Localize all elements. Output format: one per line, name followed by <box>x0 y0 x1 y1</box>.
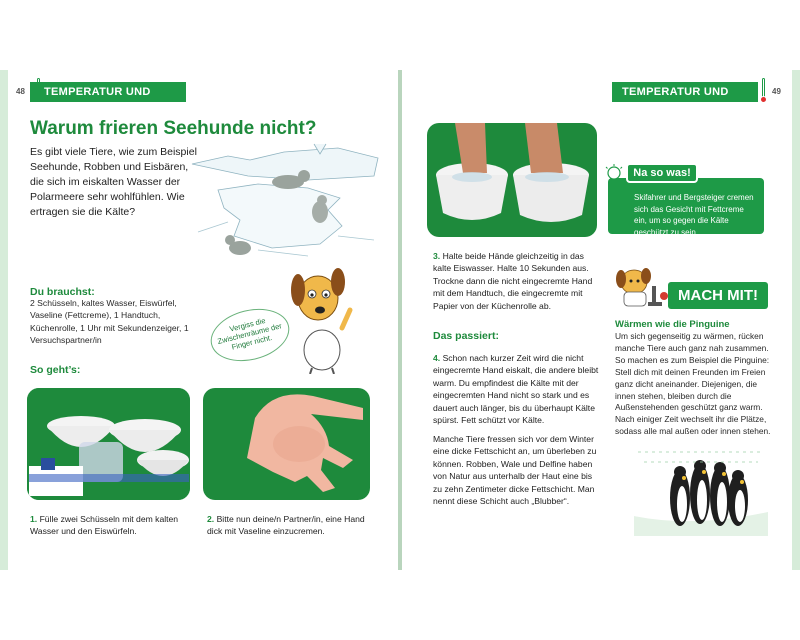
lightbulb-icon <box>604 164 624 186</box>
step-1 <box>30 513 190 538</box>
du-brauchst-heading: Du brauchst: <box>30 286 95 298</box>
photo-hand-vaseline <box>203 388 370 500</box>
mach-mit-text: Um sich gegenseitig zu wärmen, rücken manche Tiere auch ganz nah zusammen. So machen es zum Beispiel die Pinguine: Stell dich mit deinen Freunden im Freien ganz dicht aneinander. Diejenigen, die innen stehen, bleiben durch die Außenstehenden geschützt ganz warm. Nach einiger Zeit wechselt ihr die Plätze, sodass alle mal außen oder innen stehen. <box>615 331 771 437</box>
step-1-text: Fülle zwei Schüsseln mit dem kalten Wasser und den Eiswürfeln. <box>30 514 179 537</box>
materials-list: 2 Schüsseln, kaltes Wasser, Eiswürfel, Vaseline (Fettcreme), 1 Handtuch, Küchenrolle, 1 Uhr mit Sekundenzeiger, 1 Versuchspartner/in <box>30 298 189 346</box>
left-section-header: TEMPERATUR UND WÄRME <box>30 82 186 102</box>
dog-with-microscope-illustration <box>612 264 670 308</box>
das-passiert-heading: Das passiert: <box>433 330 499 342</box>
right-section-header: TEMPERATUR UND WÄRME <box>612 82 758 102</box>
seals-on-ice-illustration <box>188 140 384 262</box>
mach-mit-heading: Wärmen wie die Pinguine <box>615 319 730 330</box>
penguins-illustration <box>634 432 768 536</box>
na-so-was-text: Skifahrer und Bergsteiger cremen sich das Gesicht mit Fettcreme ein, um so gegen die Kälte geschützt zu sein. <box>634 193 754 237</box>
step-4-text: Schon nach kurzer Zeit wird die nicht eingecremte Hand eiskalt, die andere bleibt warm. Du empfindest die Kälte mit der eingecremten Hand nicht so stark und es dauert auch länger, bis du überhaupt Kälte spürst. Fett schützt vor Kälte. <box>433 353 599 426</box>
speech-bubble: Vergiss die Zwischenräume der Finger nicht. <box>205 301 295 369</box>
na-so-was-tag: Na so was! <box>626 163 698 183</box>
left-page-number: 48 <box>16 87 25 96</box>
na-so-was-box <box>608 178 764 237</box>
step-3-text: Halte beide Hände gleichzeitig in das kalte Eiswasser. Halte 10 Sekunden aus. Trockne dann die nicht eingecremte Hand mit dem Handtuch, die eingecremte mit Papier von der Küchenrolle ab. <box>433 251 593 311</box>
photo-bowls-and-materials <box>27 388 190 500</box>
blubber-text: Manche Tiere fressen sich vor dem Winter eine dicke Fettschicht an, um überleben zu können. Robben, Wale und Delfine haben von Natur aus unterhalb der Haut eine bis zu zehn Zentimeter dicke Fettschicht. Man nennt diese Schicht auch „Blubber“. <box>433 434 597 507</box>
so-gehts-heading: So geht’s: <box>30 364 81 376</box>
intro-text: Es gibt viele Tiere, wie zum Beispiel Seehunde, Robben und Eisbären, die sich im eiskalten Wasser der Polarmeere sehr wohlfühlen. Wie ertragen sie die Kälte? <box>30 146 197 218</box>
step-3 <box>433 250 601 312</box>
step-3-number: 3. <box>433 251 441 261</box>
page-title: Warum frieren Seehunde nicht? <box>30 118 317 139</box>
photo-hands-in-ice-water <box>427 123 597 237</box>
right-page-number: 49 <box>772 87 781 96</box>
step-1-number: 1. <box>30 514 38 524</box>
step-2 <box>207 513 372 538</box>
step-4-number: 4. <box>433 353 441 363</box>
thermometer-icon <box>760 78 766 104</box>
step-2-number: 2. <box>207 514 215 524</box>
step-2-text: Bitte nun deine/n Partner/in, eine Hand dick mit Vaseline einzucremen. <box>207 514 365 537</box>
dog-mascot-illustration <box>282 258 362 374</box>
mach-mit-tag: MACH MIT! <box>668 282 768 309</box>
step-4 <box>433 352 603 426</box>
